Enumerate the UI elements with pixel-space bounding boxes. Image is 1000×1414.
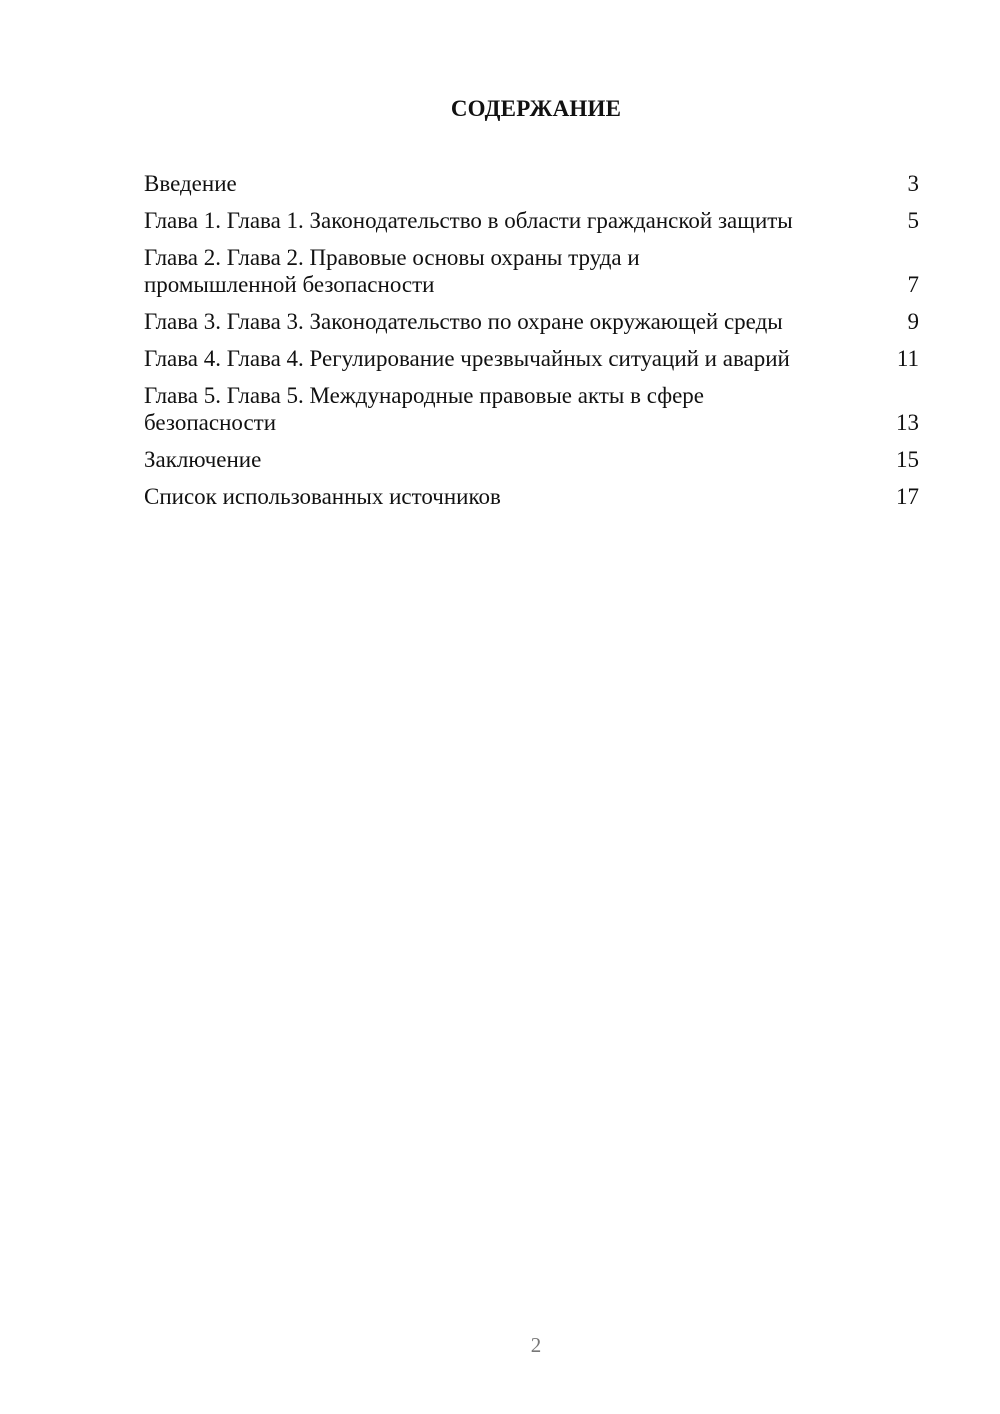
toc-entry-chapter-5[interactable] [144,382,919,436]
toc-entry-chapter-4[interactable] [144,345,919,372]
toc-entry-introduction[interactable] [144,170,919,197]
toc-entry-label: Список использованных источников [144,484,501,509]
toc-entry-page-number: 3 [907,171,919,196]
toc-entry-label: Глава 4. Глава 4. Регулирование чрезвычайных ситуаций и аварий [144,346,790,371]
toc-entry-page-number: 9 [907,309,919,334]
toc-entry-page-number: 13 [896,410,919,435]
toc-entry-page-number: 11 [896,346,919,371]
toc-entry-label: Глава 3. Глава 3. Законодательство по охране окружающей среды [144,309,783,334]
toc-list [144,170,919,520]
toc-entry-label: Глава 5. Глава 5. Международные правовые акты в сфере безопасности [144,383,705,435]
toc-entry-label: Заключение [144,447,262,472]
toc-entry-page-number: 5 [907,208,919,233]
toc-entry-label: Глава 2. Глава 2. Правовые основы охраны труда и промышленной безопасности [144,245,640,297]
toc-entry-chapter-2[interactable] [144,244,919,298]
toc-entry-chapter-1[interactable] [144,207,919,234]
toc-entry-page-number: 15 [896,447,919,472]
toc-entry-chapter-3[interactable] [144,308,919,335]
toc-entry-conclusion[interactable] [144,446,919,473]
toc-entry-label: Глава 1. Глава 1. Законодательство в области гражданской защиты [144,208,793,233]
toc-entry-page-number: 17 [896,484,919,509]
toc-entry-page-number: 7 [907,272,919,297]
toc-title: СОДЕРЖАНИЕ [450,96,622,121]
page-number: 2 [530,1333,542,1357]
toc-entry-label: Введение [144,171,237,196]
toc-entry-references[interactable] [144,483,919,510]
